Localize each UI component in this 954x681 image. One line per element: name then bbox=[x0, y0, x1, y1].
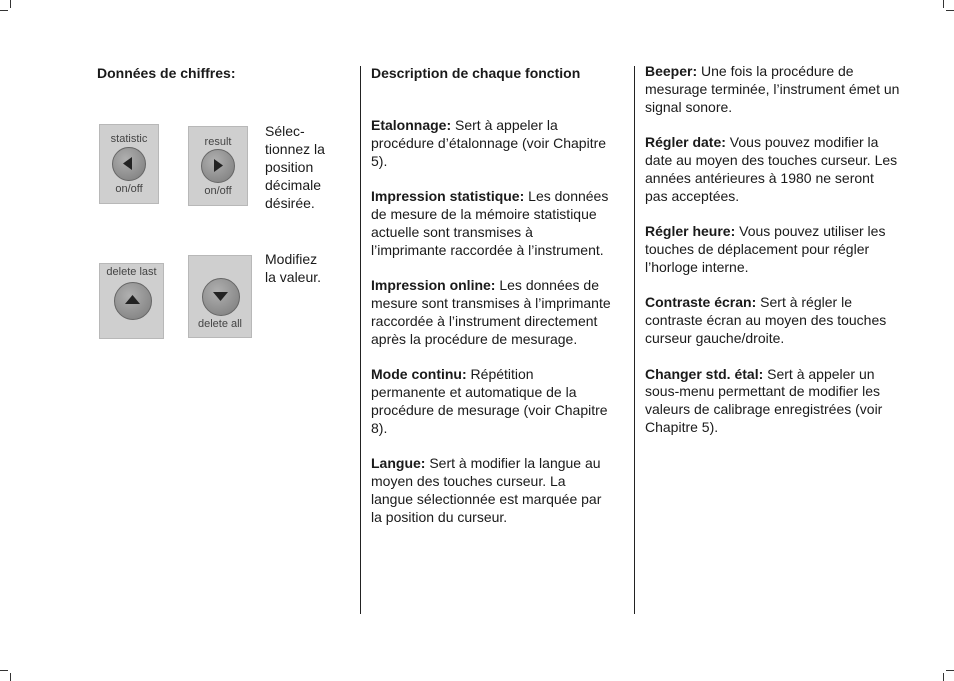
key-top-label: result bbox=[204, 136, 232, 148]
instruction-modify-value: Modifiez la valeur. bbox=[265, 251, 322, 285]
function-item: Beeper: Une fois la procédure de mesurage terminée, l’instrument émet un signal sonore. bbox=[645, 63, 900, 115]
crop-mark bbox=[10, 0, 11, 8]
section-heading-functions: Description de chaque fonction bbox=[371, 65, 581, 81]
column-divider bbox=[634, 66, 635, 614]
statistic-key[interactable] bbox=[99, 124, 159, 204]
delete-last-key[interactable] bbox=[99, 263, 164, 339]
instruction-select-decimal: Sélec- tionnez la position décimale désirée. bbox=[265, 123, 325, 211]
delete-all-key[interactable] bbox=[188, 255, 252, 338]
result-key[interactable] bbox=[188, 126, 248, 206]
crop-mark bbox=[10, 673, 11, 681]
function-item: Régler heure: Vous pouvez utiliser les touches de déplacement pour régler l’horloge interne. bbox=[645, 223, 886, 275]
key-top-label: statistic bbox=[110, 133, 148, 145]
up-arrow-icon bbox=[114, 282, 152, 320]
down-arrow-icon bbox=[202, 278, 240, 316]
function-item: Impression online: Les données de mesure sont transmises à l’imprimante raccordée à l’instrument directement après la procédure de mesurage. bbox=[371, 277, 611, 347]
crop-mark bbox=[943, 0, 944, 8]
function-descriptions-continued bbox=[645, 63, 900, 455]
crop-mark bbox=[946, 670, 954, 671]
function-item: Etalonnage: Sert à appeler la procédure d’étalonnage (voir Chapitre 5). bbox=[371, 117, 607, 169]
crop-mark bbox=[0, 10, 8, 11]
key-bottom-label: on/off bbox=[204, 185, 232, 197]
function-item: Changer std. étal: Sert à appeler un sous-menu permettant de modifier les valeurs de calibrage enregistrées (voir Chapitre 5). bbox=[645, 365, 883, 435]
crop-mark bbox=[946, 10, 954, 11]
key-bottom-label: on/off bbox=[115, 183, 143, 195]
section-heading-digits: Données de chiffres: bbox=[97, 65, 236, 81]
function-item: Impression statistique: Les données de mesure de la mémoire statistique actuelle sont transmises à l’imprimante raccordée à l’instrument. bbox=[371, 188, 609, 258]
crop-mark bbox=[0, 670, 8, 671]
function-item: Mode continu: Répétition permanente et automatique de la procédure de mesurage (voir Chapitre 8). bbox=[371, 366, 608, 436]
function-item: Langue: Sert à modifier la langue au moyen des touches curseur. La langue sélectionnée est marquée par la position du curseur. bbox=[371, 455, 602, 525]
key-top-label: delete last bbox=[106, 266, 157, 278]
function-item: Régler date: Vous pouvez modifier la date au moyen des touches curseur. Les années antérieures à 1980 ne seront pas acceptées. bbox=[645, 134, 898, 204]
key-bottom-label: delete all bbox=[197, 318, 243, 330]
crop-mark bbox=[943, 673, 944, 681]
column-divider bbox=[360, 66, 361, 614]
left-arrow-icon bbox=[112, 147, 146, 181]
function-item: Contraste écran: Sert à régler le contraste écran au moyen des touches curseur gauche/droite. bbox=[645, 294, 887, 346]
function-descriptions bbox=[371, 117, 611, 544]
right-arrow-icon bbox=[201, 149, 235, 183]
